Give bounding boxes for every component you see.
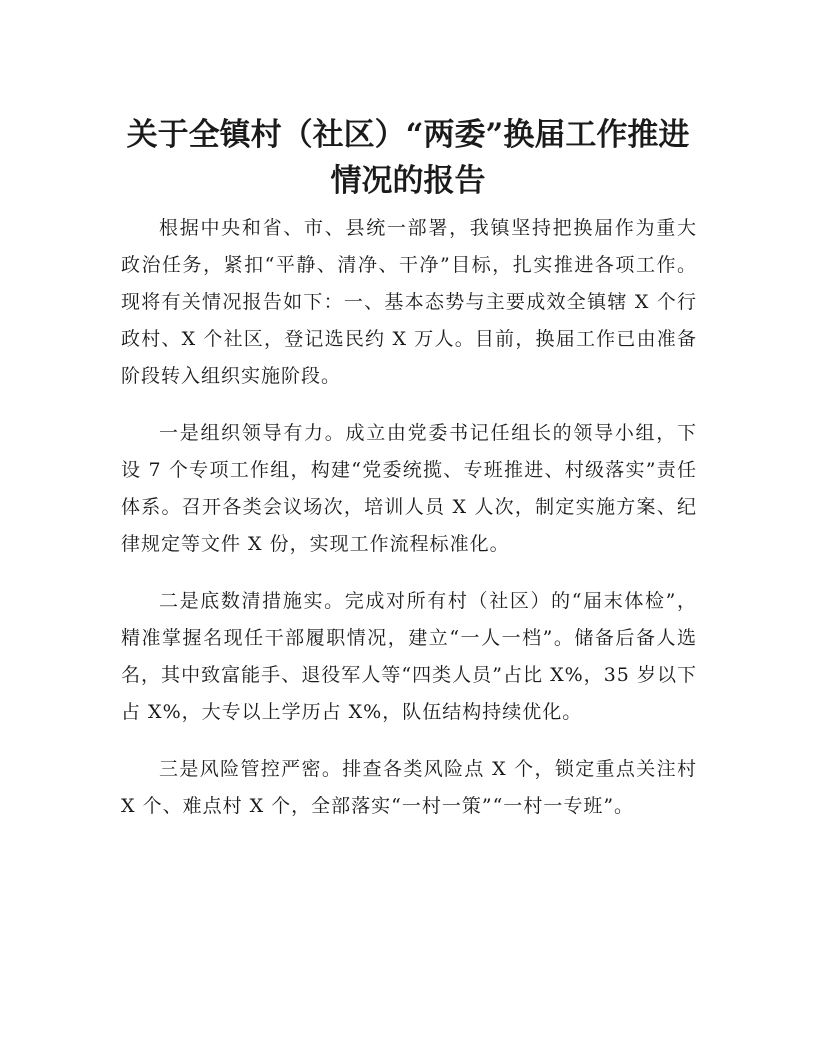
paragraph-baseline: 二是底数清措施实。完成对所有村（社区）的“届末体检”，精准掌握名现任干部履职情况，建立“一人一档”。储备后备人选名，其中致富能手、退役军人等“四类人员”占比 X%，35 岁以下占 X%，大专以上学历占 X%，队伍结构持续优化。 — [121, 590, 697, 723]
title-line-2: 情况的报告 — [330, 163, 486, 199]
document-title — [100, 112, 716, 204]
paragraph-intro: 根据中央和省、市、县统一部署，我镇坚持把换届作为重大政治任务，紧扣“平静、清净、干净”目标，扎实推进各项工作。现将有关情况报告如下：一、基本态势与主要成效全镇辖 X 个行政村、X 个社区，登记选民约 X 万人。目前，换届工作已由准备阶段转入组织实施阶段。 — [121, 217, 697, 387]
document-body — [121, 210, 697, 845]
paragraph-risk-control: 三是风险管控严密。排查各类风险点 X 个，锁定重点关注村 X 个、难点村 X 个，全部落实“一村一策”“一村一专班”。 — [121, 758, 697, 817]
title-line-1: 关于全镇村（社区）“两委”换届工作推进 — [126, 117, 690, 153]
paragraph-organization: 一是组织领导有力。成立由党委书记任组长的领导小组，下设 7 个专项工作组，构建“党委统揽、专班推进、村级落实”责任体系。召开各类会议场次，培训人员 X 人次，制定实施方案、纪律规定等文件 X 份，实现工作流程标准化。 — [121, 422, 697, 555]
